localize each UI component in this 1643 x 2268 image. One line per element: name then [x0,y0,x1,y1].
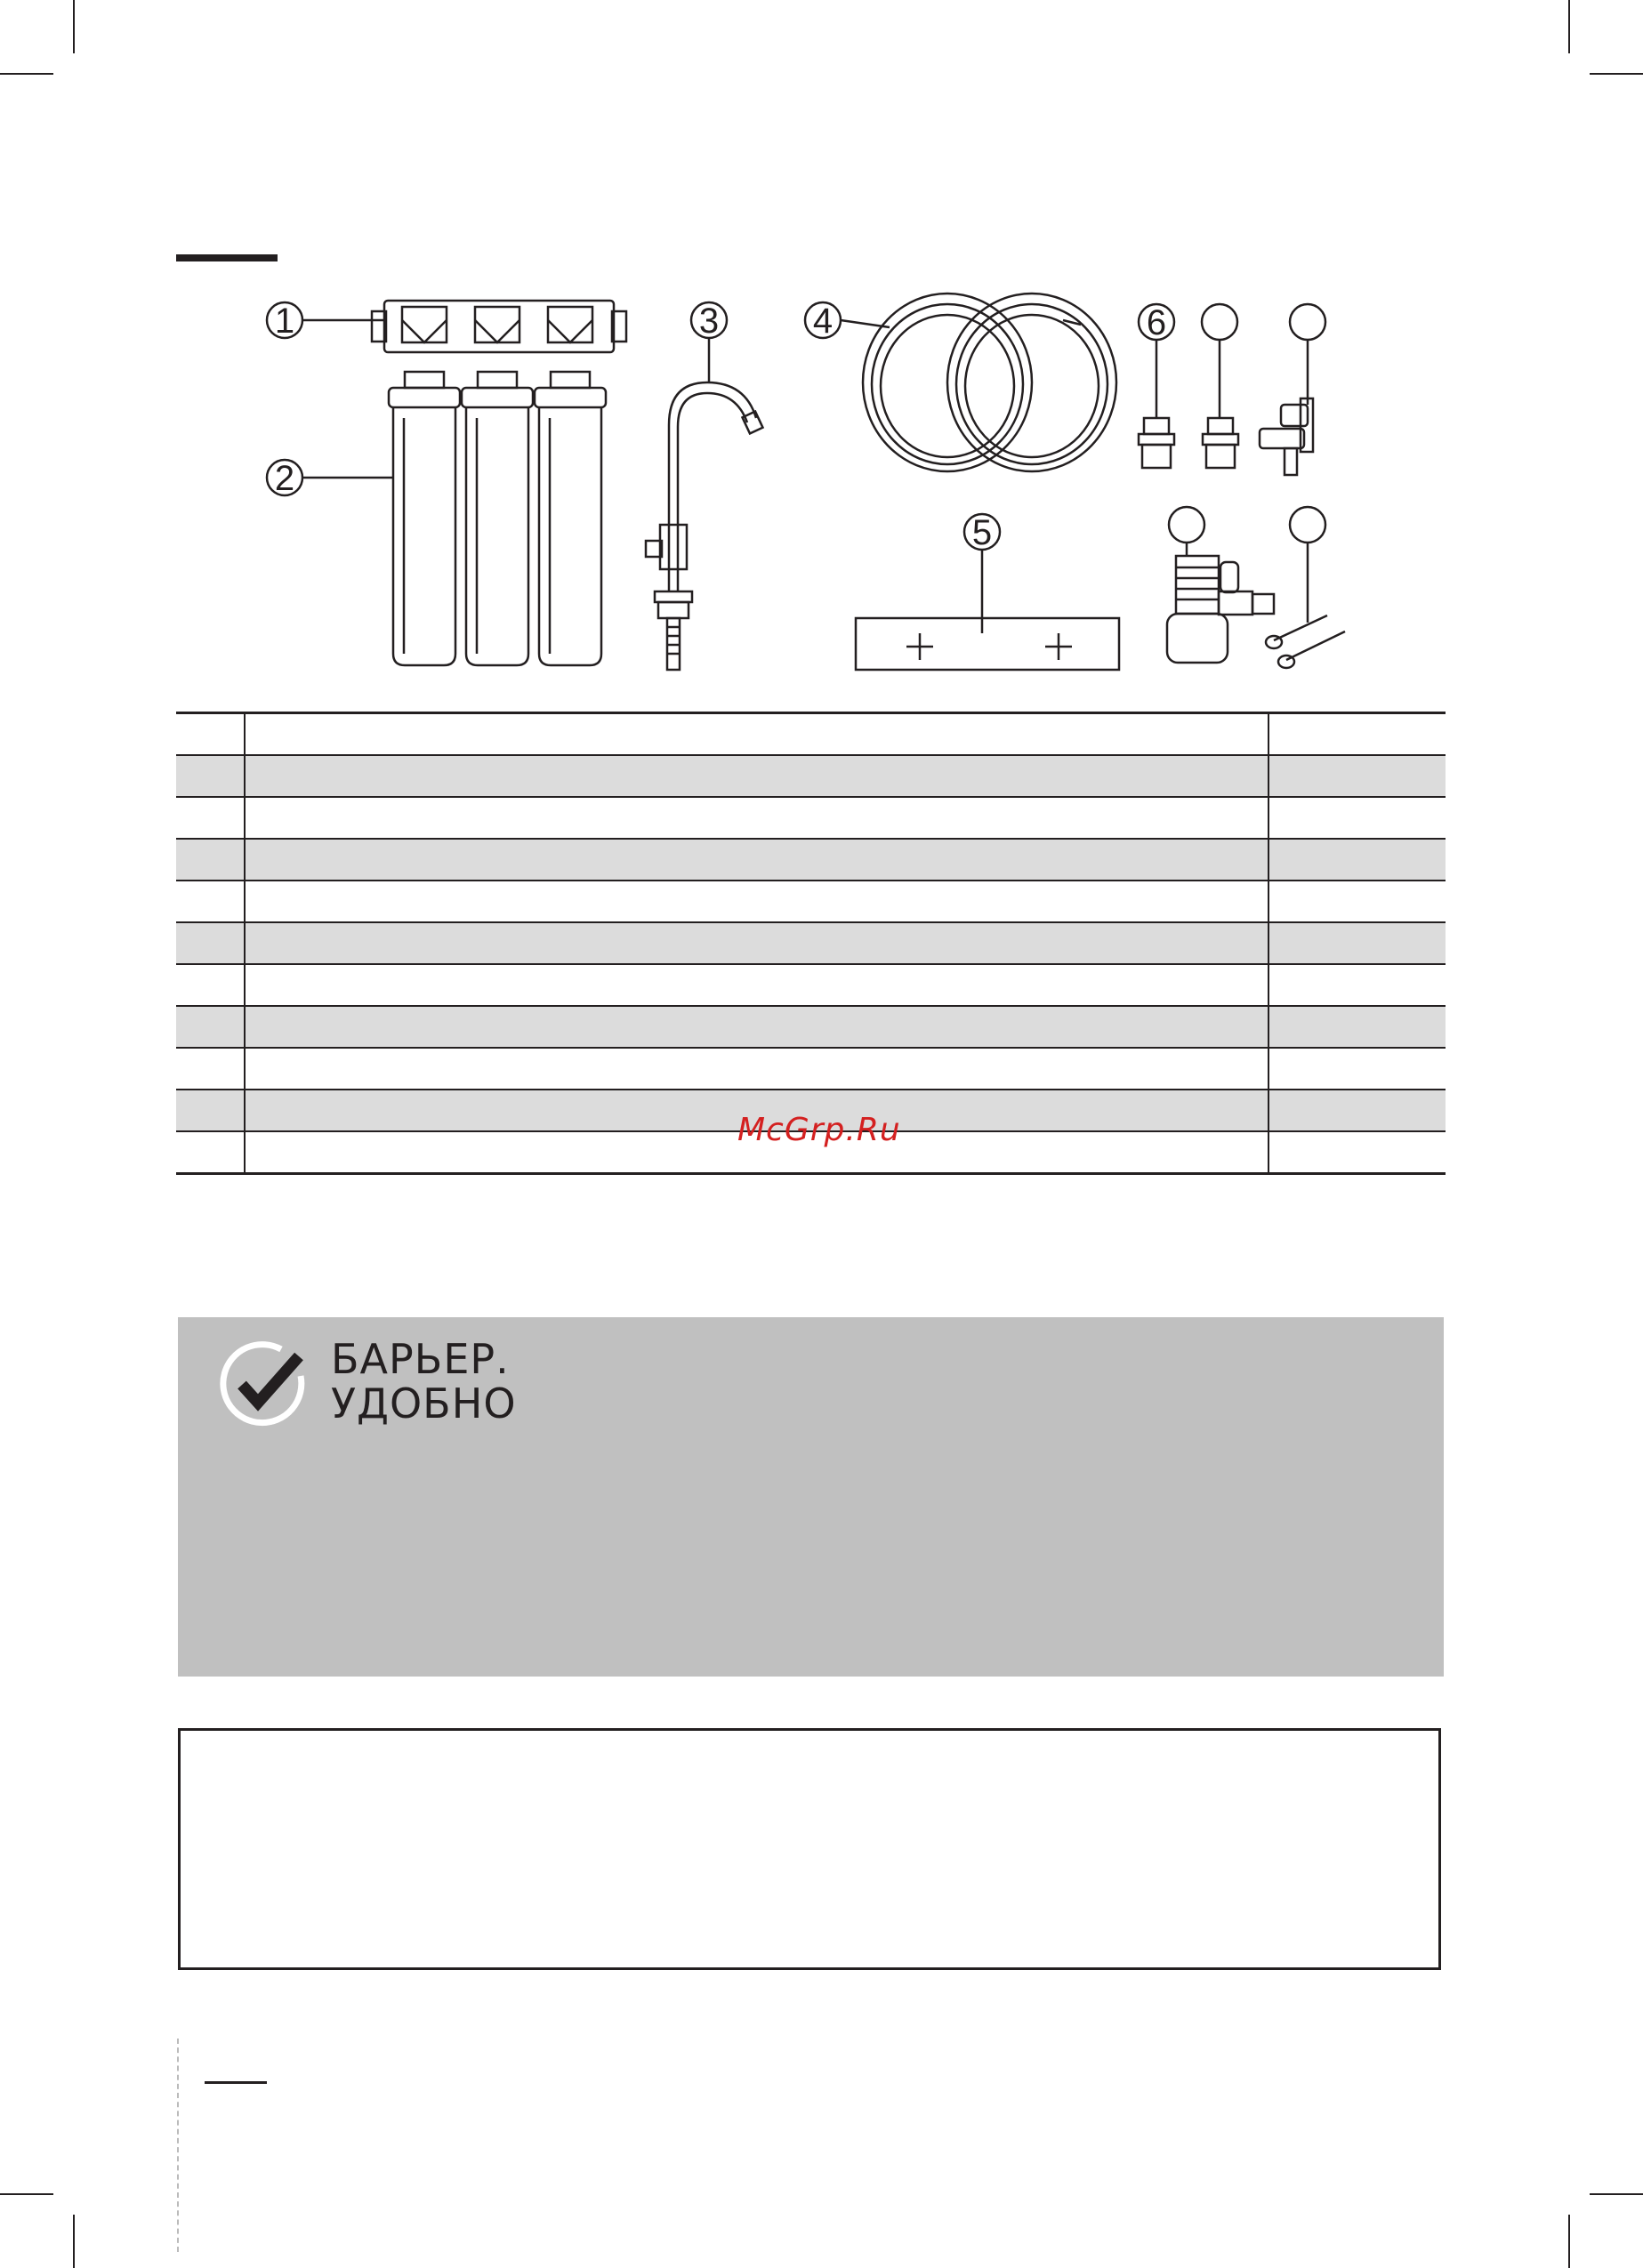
row-qty [1269,714,1446,754]
parts-table [176,712,1446,1175]
crop-mark-bottom-right-v [1568,2215,1570,2268]
table-row [176,798,1446,840]
fittings-illustration [1139,398,1313,475]
screws-illustration [1266,615,1345,668]
row-number [176,756,246,796]
callout-label: 1 [274,302,295,341]
callout-circle-10 [1290,507,1325,543]
row-qty [1269,840,1446,880]
row-number [176,881,246,921]
row-number [176,840,246,880]
row-name [246,965,1269,1005]
row-number [176,1007,246,1047]
callout-circle-9 [1169,507,1204,543]
table-row [176,840,1446,881]
table-row [176,1049,1446,1090]
row-qty [1269,923,1446,963]
table-row [176,756,1446,798]
table-row [176,714,1446,756]
row-qty [1269,1007,1446,1047]
filter-cartridges-illustration [389,372,606,665]
callout-circle-8 [1290,304,1325,340]
row-qty [1269,1132,1446,1172]
row-name [246,1049,1269,1089]
row-name [246,714,1269,754]
feed-valve-illustration [1167,556,1274,663]
row-number [176,1049,246,1089]
row-number [176,1090,246,1130]
callout-label: 4 [812,302,834,341]
brand-banner [178,1317,1444,1677]
row-name [246,1007,1269,1047]
crop-mark-bottom-right-h [1590,2193,1643,2195]
table-row [176,1007,1446,1049]
crop-mark-bottom-left-v [73,2215,75,2268]
callout-label: 6 [1146,303,1167,342]
table-row [176,923,1446,965]
row-qty [1269,965,1446,1005]
table-row [176,965,1446,1007]
footer-rule [205,2081,267,2084]
row-qty [1269,756,1446,796]
brand-wordmark [331,1337,517,1426]
faucet-illustration [646,382,762,670]
row-qty [1269,798,1446,838]
row-qty [1269,1090,1446,1130]
checkmark-circle-icon [219,1340,310,1431]
row-number [176,714,246,754]
row-number [176,1132,246,1172]
row-name [246,756,1269,796]
kit-contents-figure [0,0,1643,694]
brand-line-2: УДОБНО [331,1379,517,1428]
row-number [176,965,246,1005]
row-name [246,881,1269,921]
row-qty [1269,1049,1446,1089]
crop-mark-bottom-left-h [0,2193,53,2195]
table-row [176,881,1446,923]
row-name [246,923,1269,963]
callout-label: 5 [971,513,993,552]
mounting-template-illustration [856,618,1119,670]
margin-guide [177,2039,179,2252]
callout-circle-7 [1202,304,1237,340]
row-qty [1269,881,1446,921]
watermark: McGrp.Ru [737,1112,901,1148]
callout-label: 3 [698,302,720,341]
row-number [176,923,246,963]
row-number [176,798,246,838]
note-box [178,1728,1441,1970]
tubing-coil-illustration [863,294,1116,471]
row-name [246,840,1269,880]
filter-head-illustration [372,301,626,352]
row-name [246,798,1269,838]
brand-line-1: БАРЬЕР. [331,1335,510,1383]
callout-label: 2 [274,459,295,498]
